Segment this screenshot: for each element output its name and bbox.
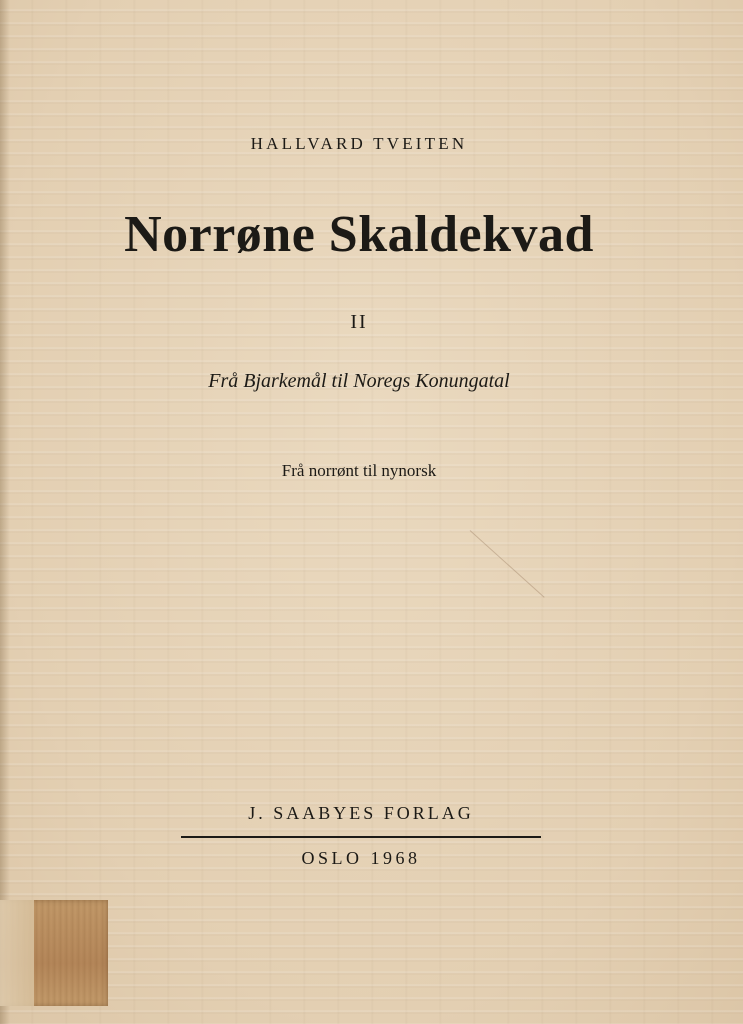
translation-note: Frå norrønt til nynorsk [281,461,437,480]
author-name: HALLVARD TVEITEN [250,134,468,153]
book-title: Norrøne Skaldekvad [124,206,594,263]
label-worn-patch [0,900,34,1006]
book-subtitle: Frå Bjarkemål til Noregs Konungatal [208,370,510,392]
paper-scratch [470,530,545,598]
publication-place-year: OSLO 1968 [301,848,421,868]
library-label-sticker [0,900,108,1006]
volume-number: II [350,311,368,333]
publisher-rule [181,836,541,838]
publisher-name: J. SAABYES FORLAG [248,803,474,823]
